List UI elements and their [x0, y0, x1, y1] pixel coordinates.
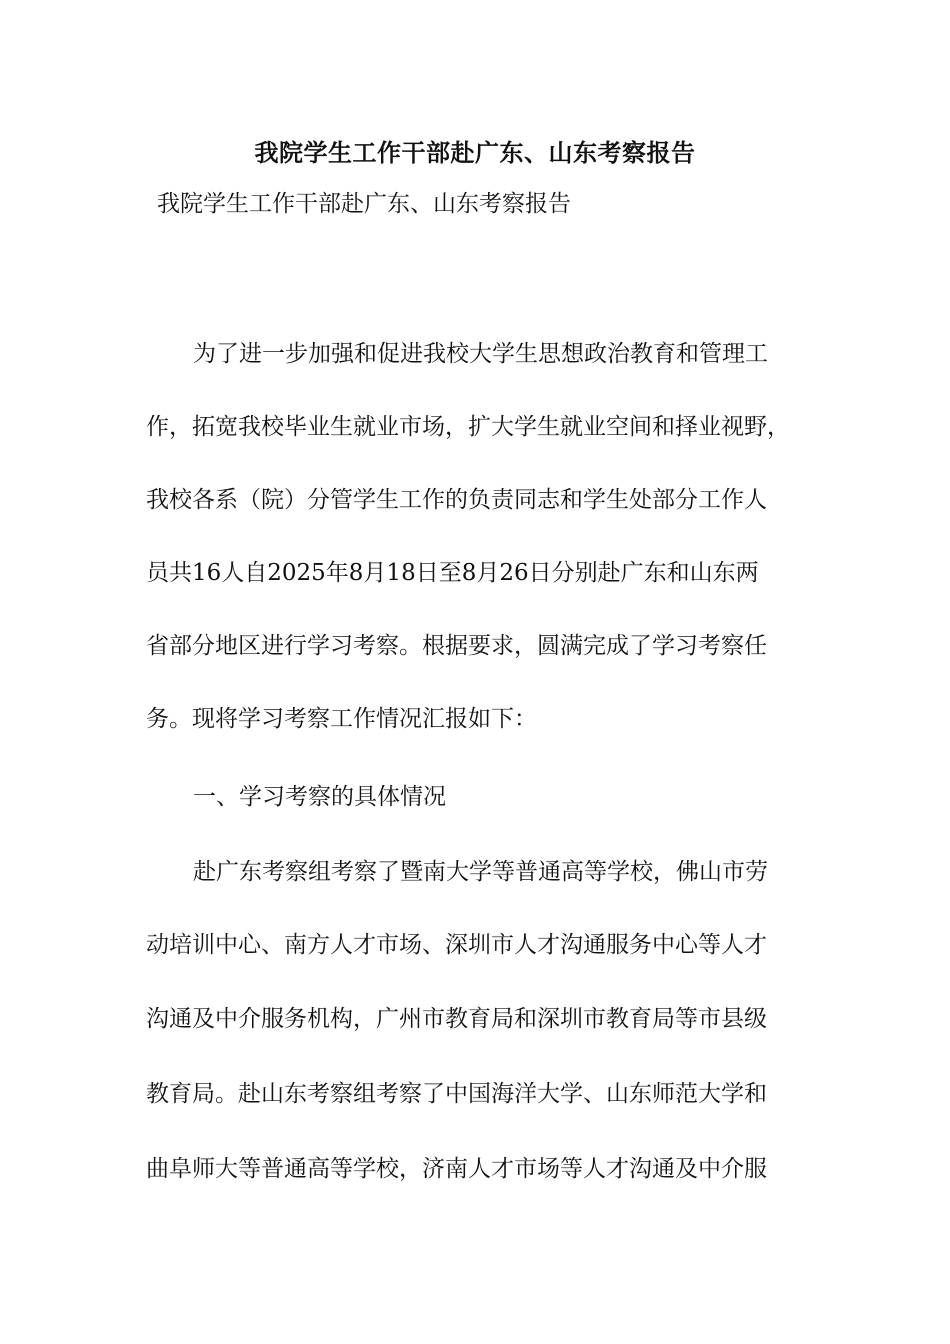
paragraph-line: 作，拓宽我校毕业生就业市场，扩大学生就业空间和择业视野， — [146, 414, 790, 440]
paragraph-line: 沟通及中介服务机构，广州市教育局和深圳市教育局等市县级 — [146, 1006, 767, 1032]
paragraph-line: 动培训中心、南方人才市场、深圳市人才沟通服务中心等人才 — [146, 932, 767, 958]
document-title: 我院学生工作干部赴广东、山东考察报告 — [254, 138, 696, 167]
paragraph-line: 教育局。赴山东考察组考察了中国海洋大学、山东师范大学和 — [146, 1081, 767, 1107]
paragraph-line: 曲阜师大等普通高等学校，济南人才市场等人才沟通及中介服 — [146, 1156, 767, 1182]
paragraph-line: 为了进一步加强和促进我校大学生思想政治教育和管理工 — [193, 341, 768, 367]
section-heading: 一、学习考察的具体情况 — [193, 784, 446, 810]
document-subtitle: 我院学生工作干部赴广东、山东考察报告 — [157, 191, 571, 217]
paragraph-line: 我校各系（院）分管学生工作的负责同志和学生处部分工作人 — [146, 487, 767, 513]
paragraph-line: 务。现将学习考察工作情况汇报如下： — [146, 706, 537, 732]
paragraph-line: 员共16人自2025年8月18日至8月26日分别赴广东和山东两 — [146, 560, 759, 586]
paragraph-line: 赴广东考察组考察了暨南大学等普通高等学校，佛山市劳 — [193, 859, 768, 885]
paragraph-line: 省部分地区进行学习考察。根据要求，圆满完成了学习考察任 — [146, 633, 767, 659]
